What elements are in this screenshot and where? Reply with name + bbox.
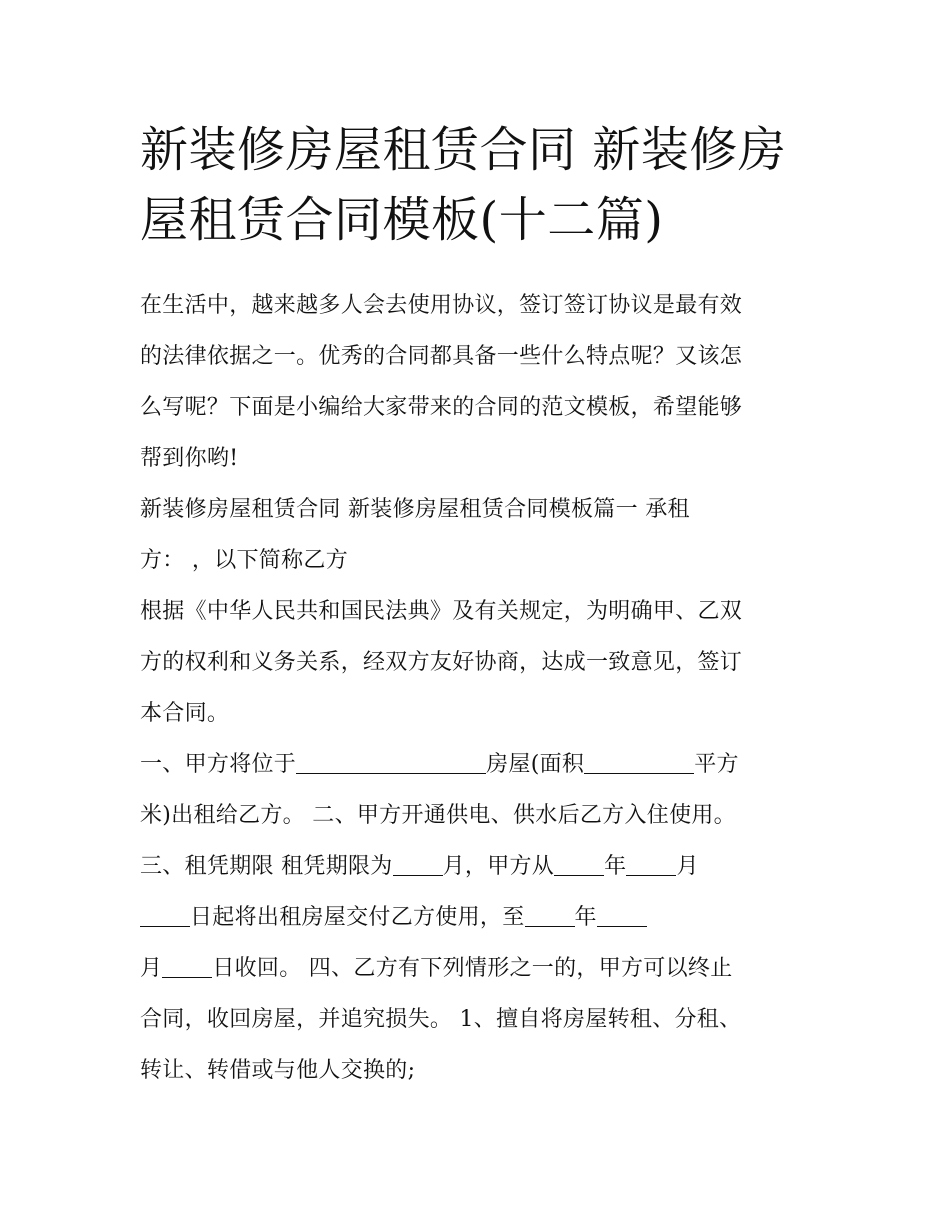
clause-line-6: 合同，收回房屋，并追究损失。 1、擅自将房屋转租、分租、 xyxy=(140,1007,742,1032)
clause-line-1 xyxy=(140,739,820,790)
clause-text: 房屋(面积 xyxy=(486,752,585,777)
fill-blank-end-day xyxy=(162,955,212,978)
intro-line-1: 在生活中，越来越多人会去使用协议，签订签订协议是最有效 xyxy=(140,293,743,318)
preamble-line-3: 本合同。 xyxy=(140,701,230,726)
fill-blank-address xyxy=(296,751,486,774)
clause-line-7: 转让、转借或与他人交换的; xyxy=(140,1058,416,1083)
clause-text: 年 xyxy=(604,854,627,879)
intro-line-2: 的法律依据之一。优秀的合同都具备一些什么特点呢？又该怎 xyxy=(140,344,743,369)
clause-line-5 xyxy=(140,943,820,994)
heading-line-2: 方： ，以下简称乙方 xyxy=(140,548,348,573)
title-line-1: 新装修房屋租赁合同 新装修房 xyxy=(140,122,787,178)
clause-text: 日起将出租房屋交付乙方使用，至 xyxy=(190,905,525,930)
clause-text: 月 xyxy=(676,854,699,879)
intro-line-4: 帮到你哟! xyxy=(140,446,239,471)
clause-line-2: 米)出租给乙方。 二、甲方开通供电、供水后乙方入住使用。 xyxy=(140,803,736,828)
fill-blank-months xyxy=(393,853,443,876)
clause-text: 月 xyxy=(140,956,163,981)
fill-blank-start-month xyxy=(626,853,676,876)
document-title xyxy=(140,115,820,255)
preamble-line-1: 根据《中华人民共和国民法典》及有关规定，为明确甲、乙双 xyxy=(140,599,743,624)
clause-text: 三、租凭期限 租凭期限为 xyxy=(140,854,393,879)
preamble-line-2: 方的权利和义务关系，经双方友好协商，达成一致意见，签订 xyxy=(140,650,743,675)
clause-text: 日收回。 四、乙方有下列情形之一的，甲方可以终止 xyxy=(212,956,733,981)
clause-line-3 xyxy=(140,841,820,892)
heading-line-1: 新装修房屋租赁合同 新装修房屋租赁合同模板篇一 承租 xyxy=(140,497,690,522)
fill-blank-area xyxy=(584,751,694,774)
fill-blank-start-day xyxy=(140,904,190,927)
fill-blank-start-year xyxy=(554,853,604,876)
clause-text: 年 xyxy=(574,905,597,930)
fill-blank-end-month xyxy=(597,904,647,927)
title-line-2: 屋租赁合同模板(十二篇) xyxy=(140,192,664,248)
clause-text: 一、甲方将位于 xyxy=(140,752,297,777)
clause-text: 月，甲方从 xyxy=(442,854,555,879)
clause-text: 平方 xyxy=(694,752,739,777)
intro-line-3: 么写呢？下面是小编给大家带来的合同的范文模板，希望能够 xyxy=(140,395,743,420)
document-body xyxy=(140,280,820,1096)
fill-blank-end-year xyxy=(525,904,575,927)
clause-line-4 xyxy=(140,892,820,943)
